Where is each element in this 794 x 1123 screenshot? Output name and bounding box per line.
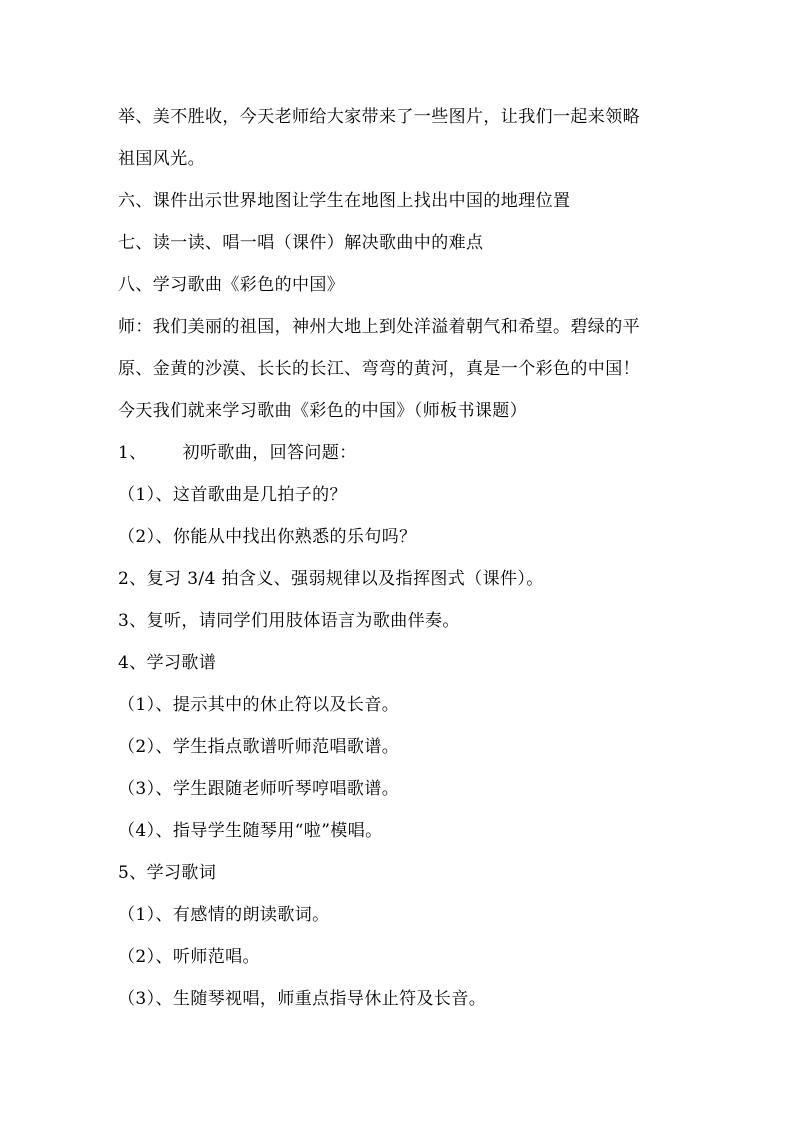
text-line-item-5-sub-2: （2）、听师范唱。 (118, 947, 260, 967)
text-line-section-six: 六、课件出示世界地图让学生在地图上找出中国的地理位置 (118, 191, 571, 211)
text-line-item-1-sub-2: （2）、你能从中找出你熟悉的乐句吗？ (118, 527, 417, 547)
text-line-item-1 (118, 442, 357, 464)
text-line-intro-continued: 举、美不胜收，今天老师给大家带来了一些图片，让我们一起来领略 (118, 107, 640, 127)
text-line-teacher-2: 原、金黄的沙漠、长长的长江、弯弯的黄河，真是一个彩色的中国！ (118, 359, 640, 379)
text-line-item-4-sub-4: （4）、指导学生随琴用“啦”模唱。 (118, 821, 383, 841)
text-line-item-3: 3、复听，请同学们用肢体语言为歌曲伴奏。 (118, 611, 460, 631)
text-line-item-2: 2、复习 3/4 拍含义、强弱规律以及指挥图式（课件）。 (118, 569, 544, 589)
text-line-item-4: 4、学习歌谱 (118, 653, 217, 673)
text-line-section-eight: 八、学习歌曲《彩色的中国》 (118, 275, 345, 295)
text-line-item-4-sub-3: （3）、学生跟随老师听琴哼唱歌谱。 (118, 779, 400, 799)
text-line-item-1-sub-1: （1）、这首歌曲是几拍子的？ (118, 485, 347, 505)
text-line-item-4-sub-1: （1）、提示其中的休止符以及长音。 (118, 695, 400, 715)
text-line-item-5: 5、学习歌词 (118, 863, 217, 883)
item-number: 1、 (118, 443, 147, 463)
text-line-item-4-sub-2: （2）、学生指点歌谱听师范唱歌谱。 (118, 737, 400, 757)
text-line-teacher-3: 今天我们就来学习歌曲《彩色的中国》（师板书课题） (118, 401, 528, 421)
text-line-section-seven: 七、读一读、唱一唱（课件）解决歌曲中的难点 (118, 233, 484, 253)
text-line-item-5-sub-1: （1）、有感情的朗读歌词。 (118, 905, 330, 925)
text-line-intro-end: 祖国风光。 (118, 149, 205, 169)
item-text: 初听歌曲，回答问题： (182, 443, 357, 463)
text-line-item-5-sub-3: （3）、生随琴视唱，师重点指导休止符及长音。 (118, 989, 487, 1009)
text-line-teacher-1: 师：我们美丽的祖国，神州大地上到处洋溢着朝气和希望。碧绿的平 (118, 317, 640, 337)
